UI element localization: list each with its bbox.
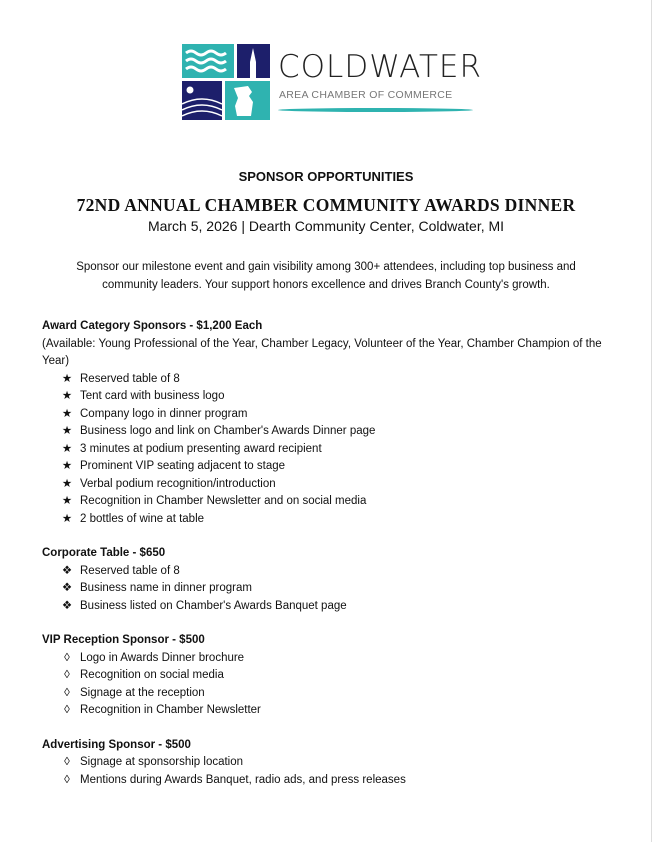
list-item [42, 667, 612, 685]
bullet-icon: ◊ [64, 686, 70, 699]
list-item [42, 371, 612, 389]
bullet-icon: ★ [61, 477, 73, 490]
benefit-text: Tent card with business logo [80, 390, 225, 402]
benefit-text: Signage at sponsorship location [80, 756, 244, 768]
list-item [42, 423, 612, 441]
bullet-icon: ❖ [61, 564, 73, 577]
list-item [42, 406, 612, 424]
list-item [42, 511, 612, 529]
list-item [42, 754, 612, 772]
benefit-text: 2 bottles of wine at table [80, 512, 205, 525]
benefit-text: Logo in Awards Dinner brochure [80, 651, 245, 664]
sponsor-section [42, 632, 612, 720]
list-item [42, 772, 612, 790]
benefit-text: Company logo in dinner program [80, 407, 248, 420]
benefit-text: Prominent VIP seating adjacent to stage [80, 460, 286, 472]
list-item [42, 493, 612, 511]
list-item [42, 441, 612, 459]
benefit-text: Reserved table of 8 [80, 564, 180, 577]
benefit-text: Verbal podium recognition/introduction [80, 477, 276, 490]
logo-emblem-icon [182, 44, 272, 120]
benefit-list [42, 371, 612, 529]
bullet-icon: ❖ [61, 582, 73, 594]
benefit-list [42, 754, 612, 789]
benefit-text: Recognition in Chamber Newsletter and on social media [80, 495, 367, 507]
sponsor-section [42, 318, 612, 528]
section-title: Award Category Sponsors - $1,200 Each [42, 320, 263, 332]
coldwater-chamber-logo [182, 44, 483, 120]
section-title: Advertising Sponsor - $500 [42, 738, 191, 751]
bullet-icon: ★ [61, 495, 73, 507]
bullet-icon: ★ [61, 372, 73, 385]
date-location: March 5, 2026 | Dearth Community Center, Coldwater, MI [147, 218, 505, 234]
benefit-text: Reserved table of 8 [80, 372, 180, 385]
bullet-icon: ◊ [64, 773, 70, 786]
list-item [42, 388, 612, 406]
sponsor-section [42, 737, 612, 790]
bullet-icon: ★ [61, 460, 73, 472]
benefit-text: Business name in dinner program [80, 582, 252, 594]
bullet-icon: ◊ [64, 704, 70, 716]
bullet-icon: ★ [61, 512, 73, 525]
bullet-icon: ★ [61, 442, 73, 455]
bullet-icon: ★ [61, 407, 73, 420]
section-title: VIP Reception Sponsor - $500 [42, 634, 205, 646]
sponsor-opportunities-label: SPONSOR OPPORTUNITIES [238, 169, 414, 184]
list-item [42, 598, 612, 616]
sponsor-sections [42, 318, 612, 806]
sponsor-section [42, 545, 612, 615]
benefit-text: Business logo and link on Chamber's Awards Dinner page [80, 425, 376, 437]
list-item [42, 650, 612, 668]
section-title: Corporate Table - $650 [42, 547, 166, 559]
logo-name: COLDWATER [278, 49, 483, 85]
list-item [42, 563, 612, 581]
bullet-icon: ★ [61, 425, 73, 437]
intro-paragraph: Sponsor our milestone event and gain visibility among 300+ attendees, including top business and community leaders. Your support honors excellence and drives Branch County's growth. [76, 261, 576, 291]
bullet-icon: ◊ [64, 651, 70, 664]
list-item [42, 580, 612, 598]
benefit-list [42, 650, 612, 720]
benefit-text: Mentions during Awards Banquet, radio ads, and press releases [80, 773, 406, 786]
benefit-text: Recognition on social media [80, 669, 224, 681]
benefit-text: Business listed on Chamber's Awards Banquet page [80, 599, 347, 612]
list-item [42, 702, 612, 720]
benefit-text: Signage at the reception [80, 686, 205, 699]
bullet-icon: ★ [61, 390, 73, 402]
page-title: 72ND ANNUAL CHAMBER COMMUNITY AWARDS DINNER [76, 195, 576, 215]
bullet-icon: ◊ [64, 669, 70, 681]
list-item [42, 685, 612, 703]
logo-swoosh [278, 108, 473, 112]
benefit-text: Recognition in Chamber Newsletter [80, 704, 261, 716]
section-note: (Available: Young Professional of the Year, Chamber Legacy, Volunteer of the Year, Chamber Champion of the Year) [42, 337, 602, 367]
list-item [42, 476, 612, 494]
list-item [42, 458, 612, 476]
bullet-icon: ❖ [61, 599, 73, 612]
logo-subtitle: AREA CHAMBER OF COMMERCE [279, 89, 453, 101]
benefit-list [42, 563, 612, 616]
bullet-icon: ◊ [64, 756, 70, 768]
benefit-text: 3 minutes at podium presenting award recipient [80, 442, 322, 455]
